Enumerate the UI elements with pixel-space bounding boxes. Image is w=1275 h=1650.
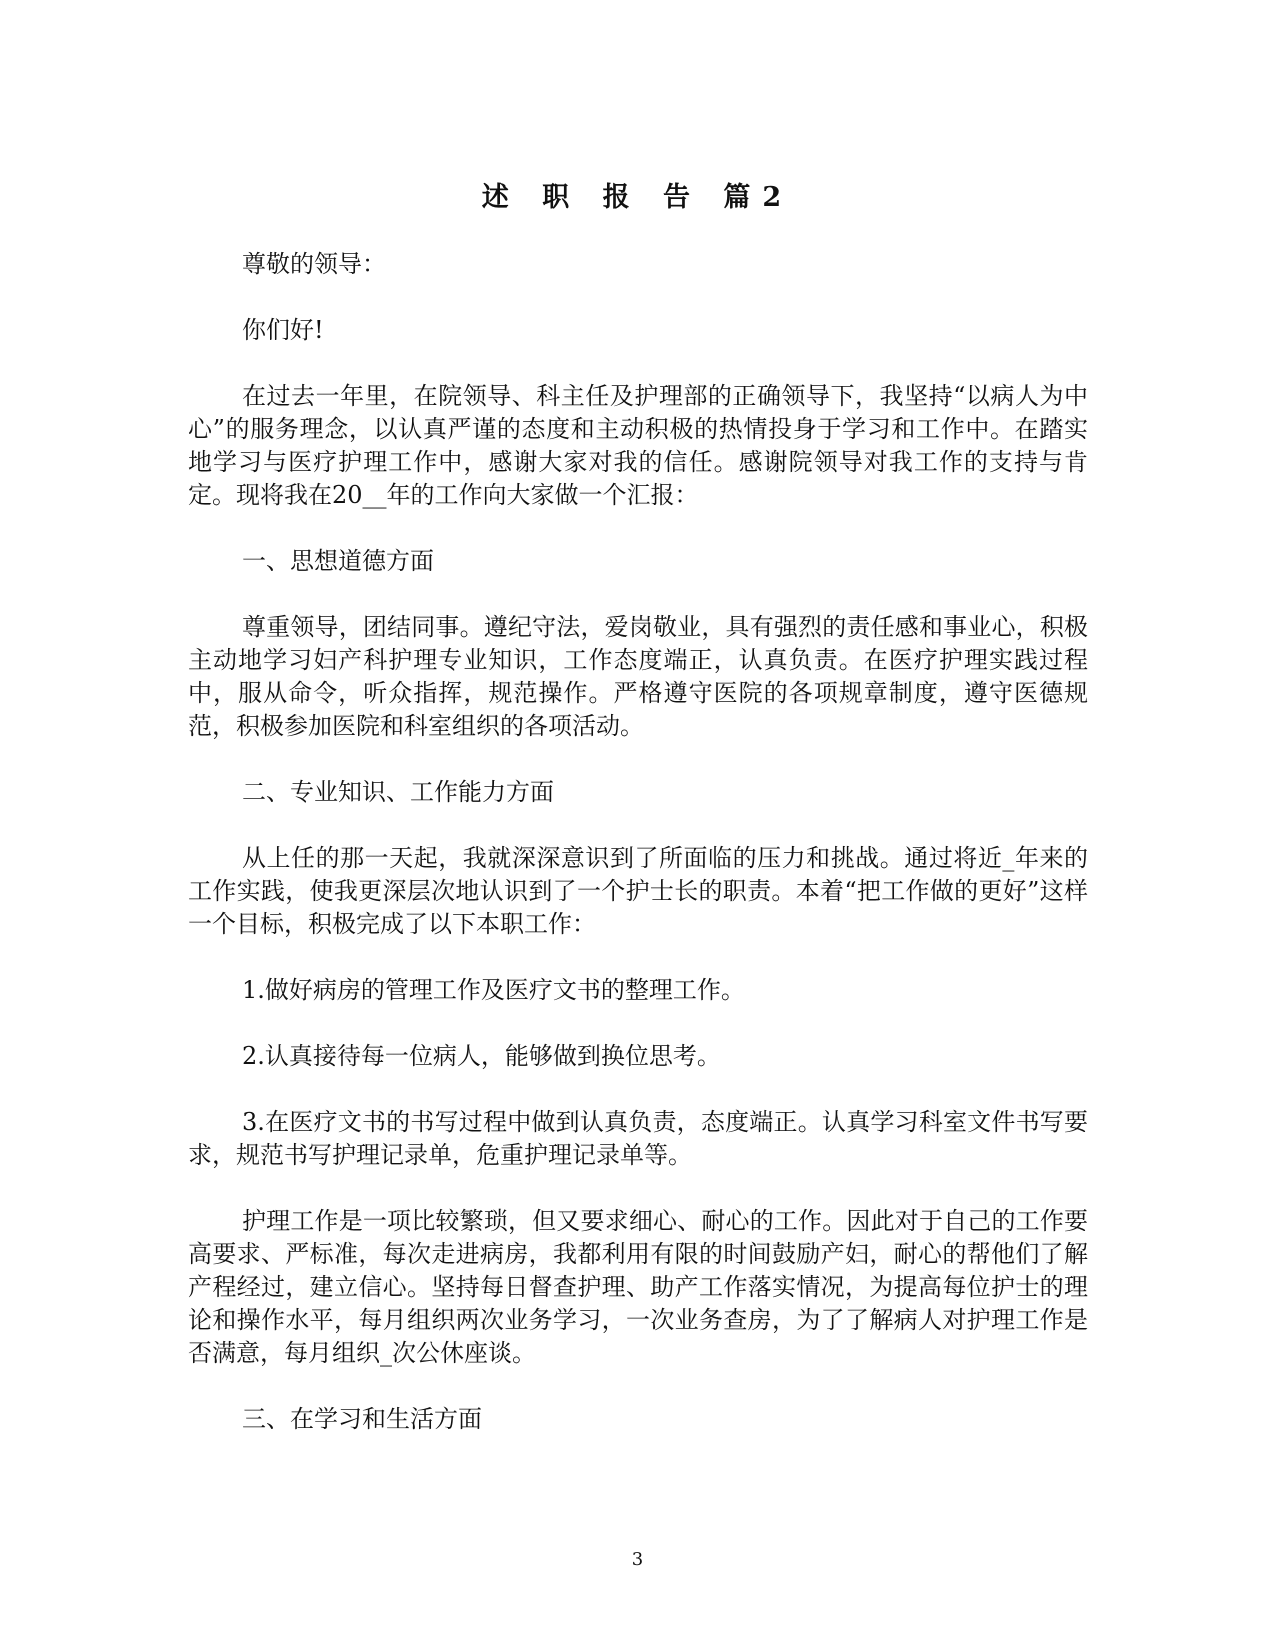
page-number: 3 [631,1549,644,1570]
document-title: 述 职 报 告 篇2 [481,182,794,213]
section-heading-1: 一、思想道德方面 [242,547,434,575]
nursing-work-paragraph: 护理工作是一项比较繁琐，但又要求细心、耐心的工作。因此对于自己的工作要高要求、严标准，每次走进病房，我都利用有限的时间鼓励产妇，耐心的帮他们了解产程经过，建立信心。坚持每日督查护理、助产工作落实情况，为提高每位护士的理论和操作水平，每月组织两次业务学习，一次业务查房，为了了解病人对护理工作是否满意，每月组织_次公休座谈。 [188,1207,1088,1367]
section-heading-3: 三、在学习和生活方面 [242,1405,482,1433]
intro-paragraph: 在过去一年里，在院领导、科主任及护理部的正确领导下，我坚持“以病人为中心”的服务理念，以认真严谨的态度和主动积极的热情投身于学习和工作中。在踏实地学习与医疗护理工作中，感谢大家对我的信任。感谢院领导对我工作的支持与肯定。现将我在20__年的工作向大家做一个汇报： [188,382,1088,509]
document-body [188,248,1088,1469]
greeting: 你们好! [242,316,324,344]
list-item-2: 2.认真接待每一位病人，能够做到换位思考。 [242,1042,721,1070]
list-item-1: 1.做好病房的管理工作及医疗文书的整理工作。 [242,976,745,1004]
list-item-3: 3.在医疗文书的书写过程中做到认真负责，态度端正。认真学习科室文件书写要求，规范书写护理记录单，危重护理记录单等。 [188,1108,1088,1169]
section-2-paragraph: 从上任的那一天起，我就深深意识到了所面临的压力和挑战。通过将近_年来的工作实践，使我更深层次地认识到了一个护士长的职责。本着“把工作做的更好”这样一个目标，积极完成了以下本职工作： [188,844,1088,938]
salutation: 尊敬的领导： [242,250,386,278]
section-heading-2: 二、专业知识、工作能力方面 [242,778,554,806]
section-1-paragraph: 尊重领导，团结同事。遵纪守法，爱岗敬业，具有强烈的责任感和事业心，积极主动地学习妇产科护理专业知识，工作态度端正，认真负责。在医疗护理实践过程中，服从命令，听众指挥，规范操作。严格遵守医院的各项规章制度，遵守医德规范，积极参加医院和科室组织的各项活动。 [188,613,1088,740]
